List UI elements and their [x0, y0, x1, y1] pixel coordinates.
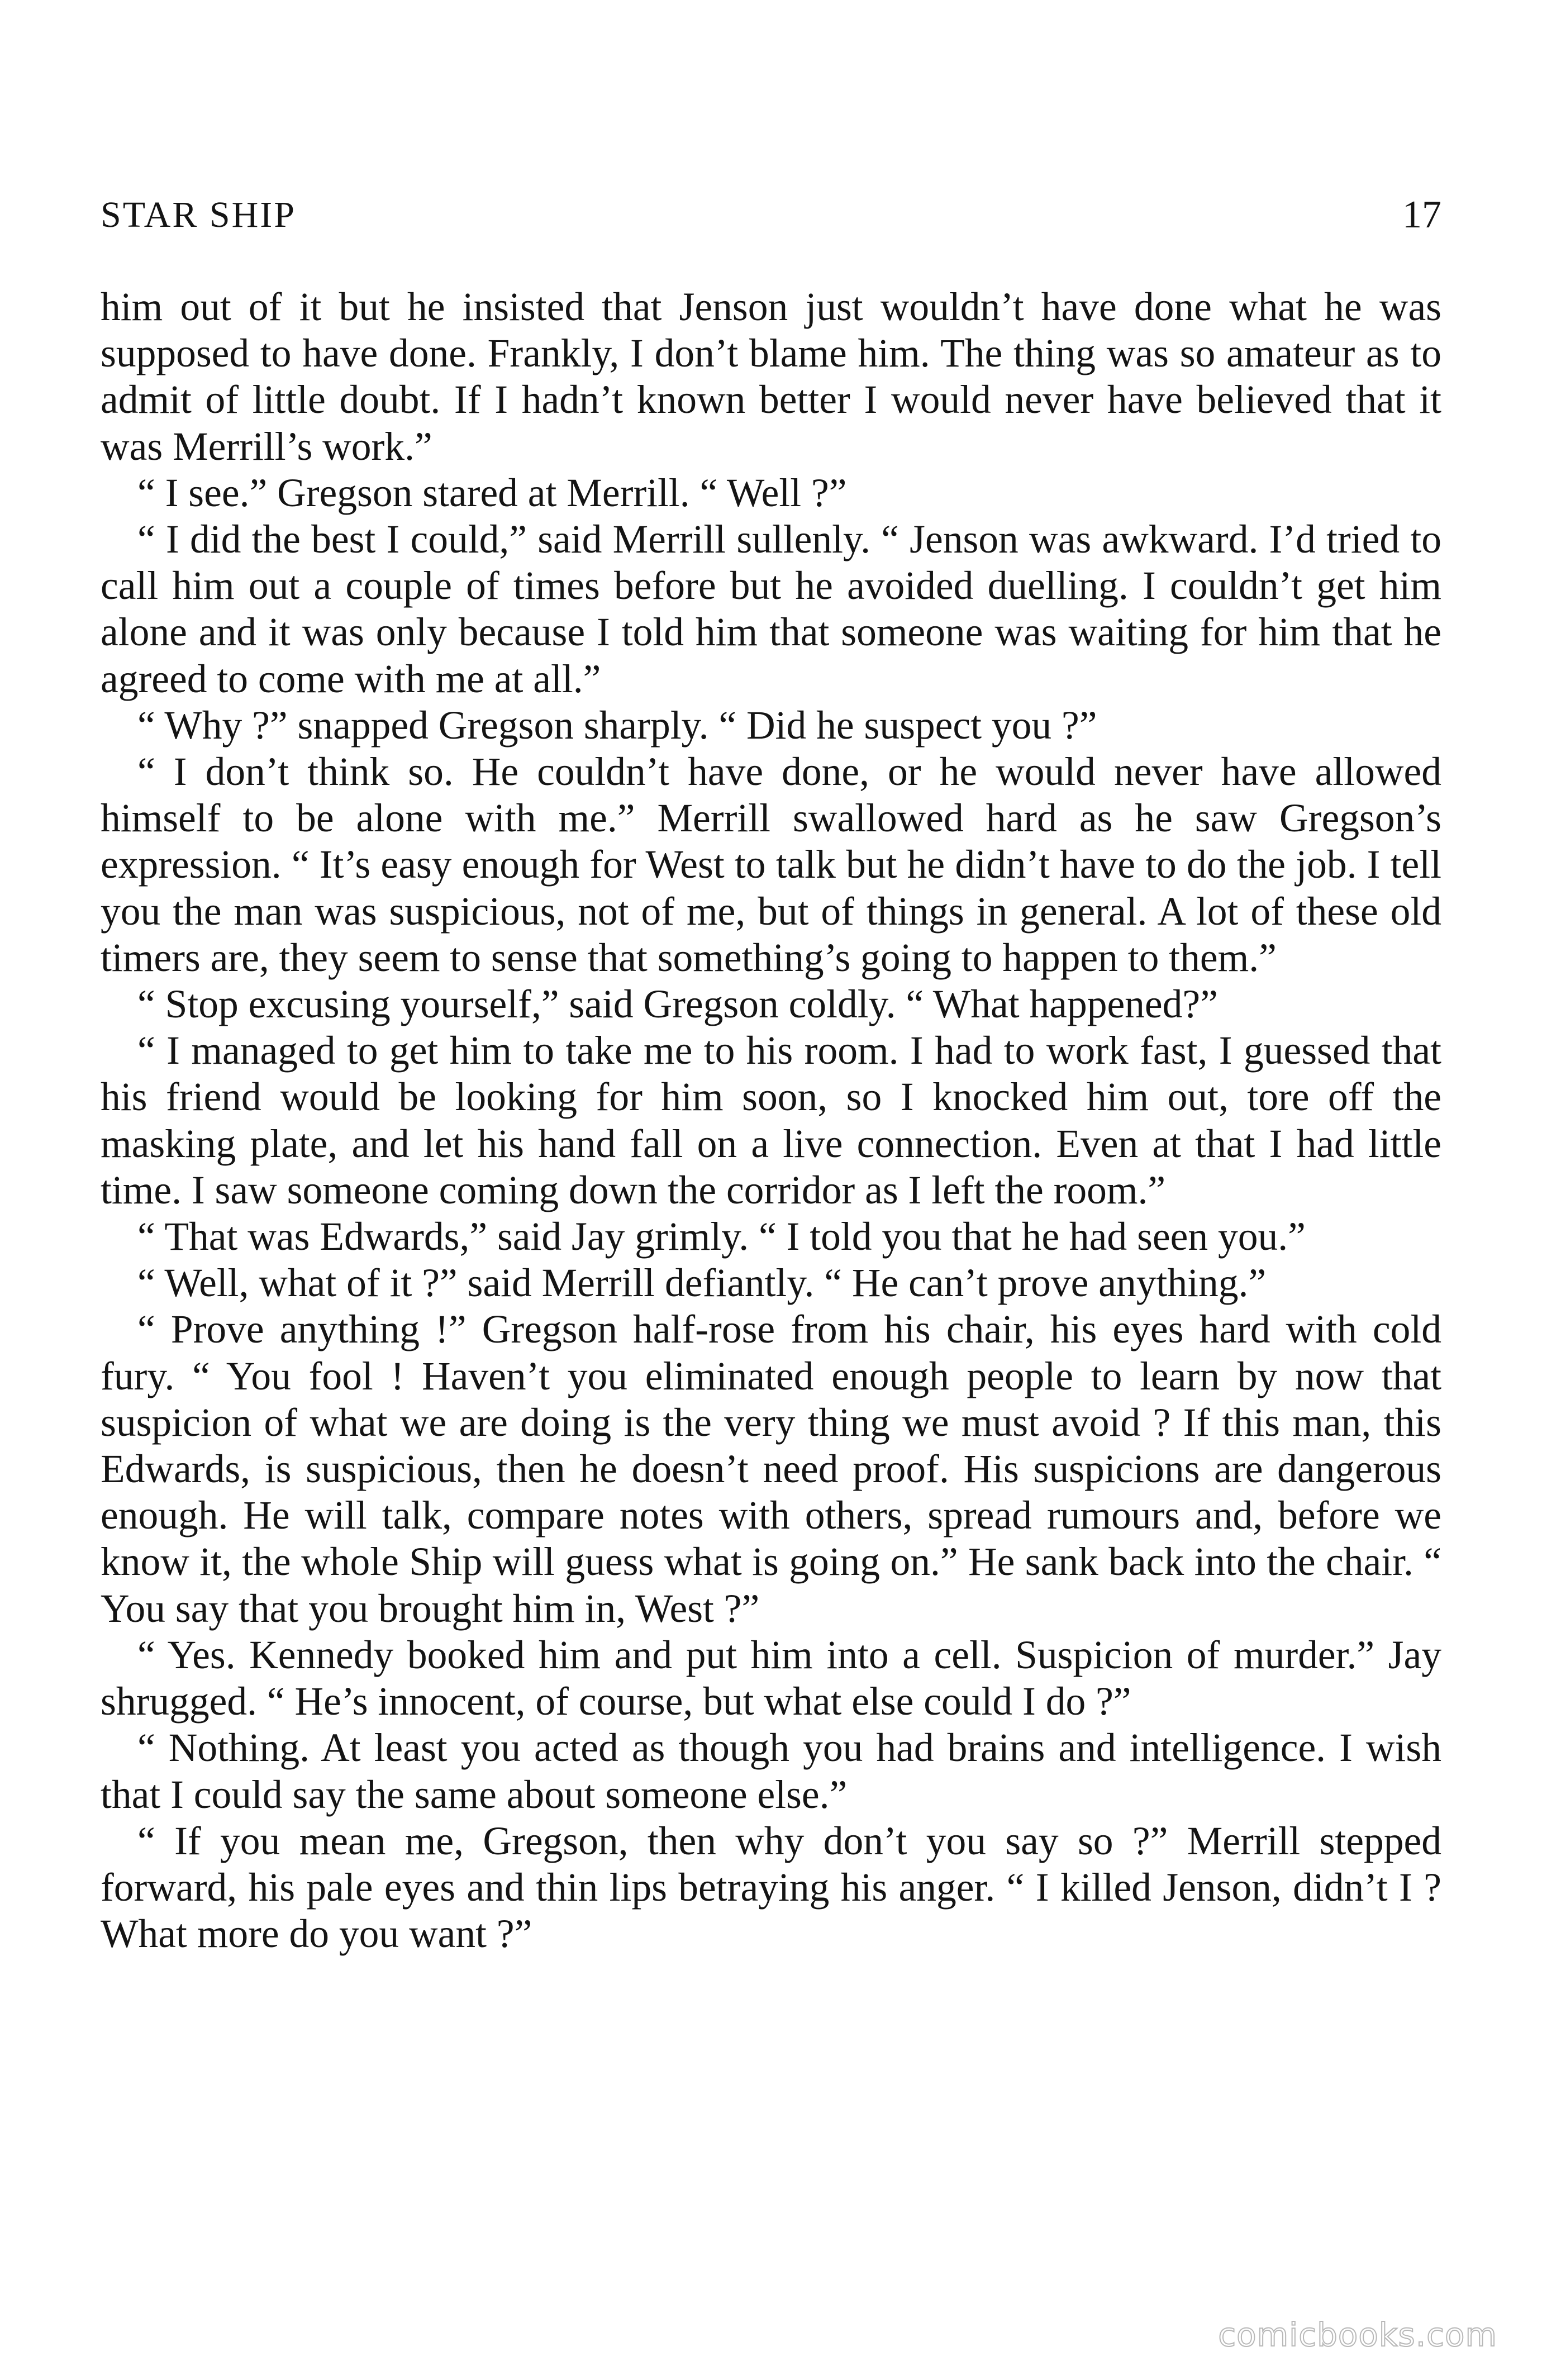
paragraph: “ Yes. Kennedy booked him and put him into a cell. Suspicion of murder.” Jay shrugged. “ He’s innocent, of course, but what else could I do ?”: [101, 1632, 1441, 1724]
paragraph: “ I did the best I could,” said Merrill sullenly. “ Jenson was awkward. I’d tried to call him out a couple of times before but he avoided duelling. I couldn’t get him alone and it was only because I told him that someone was waiting for him that he agreed to come with me at all.”: [101, 517, 1441, 701]
paragraph: “ Why ?” snapped Gregson sharply. “ Did he suspect you ?”: [137, 703, 1097, 748]
running-head: STAR SHIP: [101, 194, 296, 235]
paragraph: “ I see.” Gregson stared at Merrill. “ Well ?”: [137, 470, 847, 515]
paragraph: him out of it but he insisted that Jenson just wouldn’t have done what he was supposed to have done. Frankly, I don’t blame him. The thing was so amateur as to admit of little doubt. If I hadn’t known better I would never have believed that it was Merrill’s work.”: [101, 285, 1441, 469]
paragraph: “ Stop excusing yourself,” said Gregson coldly. “ What happened?”: [137, 982, 1218, 1027]
paragraph: “ I don’t think so. He couldn’t have done, or he would never have allowed himself to be alone with me.” Merrill swallowed hard as he saw Gregson’s expression. “ It’s easy enough for West to talk but he didn’t have to do the job. I tell you the man was suspicious, not of me, but of things in general. A lot of these old timers are, they seem to sense that something’s going to happen to them.”: [101, 750, 1441, 980]
paragraph: “ That was Edwards,” said Jay grimly. “ I told you that he had seen you.”: [137, 1215, 1306, 1259]
page-number: 17: [1402, 193, 1441, 236]
paragraph: “ Nothing. At least you acted as though you had brains and intelligence. I wish that I could say the same about someone else.”: [101, 1726, 1441, 1817]
page-header: [101, 190, 1441, 240]
paragraph: “ Prove anything !” Gregson half-rose from his chair, his eyes hard with cold fury. “ You fool ! Haven’t you eliminated enough people to learn by now that suspicion of what we are doing is the very thing we must avoid ? If this man, this Edwards, is suspicious, then he doesn’t need proof. His suspicions are dangerous enough. He will talk, compare notes with others, spread rumours and, before we know it, the whole Ship will guess what is going on.” He sank back into the chair. “ You say that you brought him in, West ?”: [101, 1307, 1441, 1631]
body-text: [101, 284, 1441, 1957]
paragraph: “ I managed to get him to take me to his room. I had to work fast, I guessed that his friend would be looking for him soon, so I knocked him out, tore off the masking plate, and let his hand fall on a live connection. Even at that I had little time. I saw someone coming down the corridor as I left the room.”: [101, 1029, 1441, 1212]
watermark: comicbooks.com: [1218, 2316, 1497, 2354]
paragraph: “ Well, what of it ?” said Merrill defiantly. “ He can’t prove anything.”: [137, 1261, 1267, 1306]
paragraph: “ If you mean me, Gregson, then why don’t you say so ?” Merrill stepped forward, his pale eyes and thin lips betraying his anger. “ I killed Jenson, didn’t I ? What more do you want ?”: [101, 1819, 1441, 1957]
